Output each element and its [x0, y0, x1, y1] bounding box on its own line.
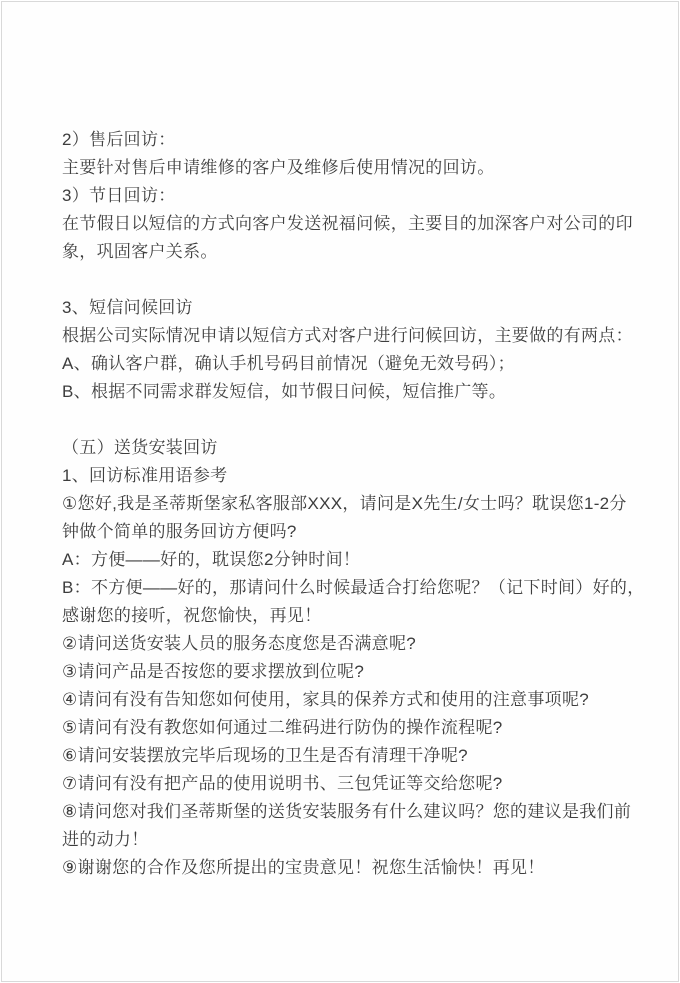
text-line: 象，巩固客户关系。 [62, 242, 218, 261]
text-line: 根据公司实际情况申请以短信方式对客户进行问候回访，主要做的有两点： [62, 326, 633, 345]
text-line: 1、回访标准用语参考 [62, 466, 228, 485]
text-line: 钟做个简单的服务回访方便吗? [62, 522, 297, 541]
text-line: ①您好,我是圣蒂斯堡家私客服部XXX，请问是X先生/女士吗？耽误您1-2分 [62, 494, 627, 513]
text-line: ④请问有没有告知您如何使用，家具的保养方式和使用的注意事项呢? [62, 690, 589, 709]
text-line: 进的动力！ [62, 830, 149, 849]
text-line: 感谢您的接听，祝您愉快，再见！ [62, 606, 322, 625]
blank-line [62, 266, 628, 294]
text-line: A、确认客户群，确认手机号码目前情况（避免无效号码）； [62, 354, 515, 373]
text-line: ②请问送货安装人员的服务态度您是否满意呢? [62, 634, 416, 653]
text-line: 3、短信问候回访 [62, 298, 193, 317]
text-line: ③请问产品是否按您的要求摆放到位呢? [62, 662, 365, 681]
blank-line [62, 406, 628, 434]
text-line: B、根据不同需求群发短信，如节假日问候，短信推广等。 [62, 382, 507, 401]
text-line: ⑦请问有没有把产品的使用说明书、三包凭证等交给您呢? [62, 774, 503, 793]
text-line: B：不方便——好的，那请问什么时候最适合打给您呢？（记下时间）好的， [62, 578, 645, 597]
document-page [1, 1, 679, 982]
text-line: ⑥请问安装摆放完毕后现场的卫生是否有清理干净呢? [62, 746, 468, 765]
text-line: 3）节日回访： [62, 186, 176, 205]
text-line: ⑧请问您对我们圣蒂斯堡的送货安装服务有什么建议吗？您的建议是我们前 [62, 802, 632, 821]
text-line: 主要针对售后申请维修的客户及维修后使用情况的回访。 [62, 158, 495, 177]
text-line: 2）售后回访： [62, 130, 176, 149]
text-line: 在节假日以短信的方式向客户发送祝福问候，主要目的加深客户对公司的印 [62, 214, 633, 233]
text-line: A：方便——好的，耽误您2分钟时间！ [62, 550, 361, 569]
text-line: ⑨谢谢您的合作及您所提出的宝贵意见！祝您生活愉快！再见！ [62, 858, 545, 877]
document-body [62, 126, 645, 882]
text-line: ⑤请问有没有教您如何通过二维码进行防伪的操作流程呢? [62, 718, 503, 737]
text-line: （五）送货安装回访 [62, 438, 218, 457]
